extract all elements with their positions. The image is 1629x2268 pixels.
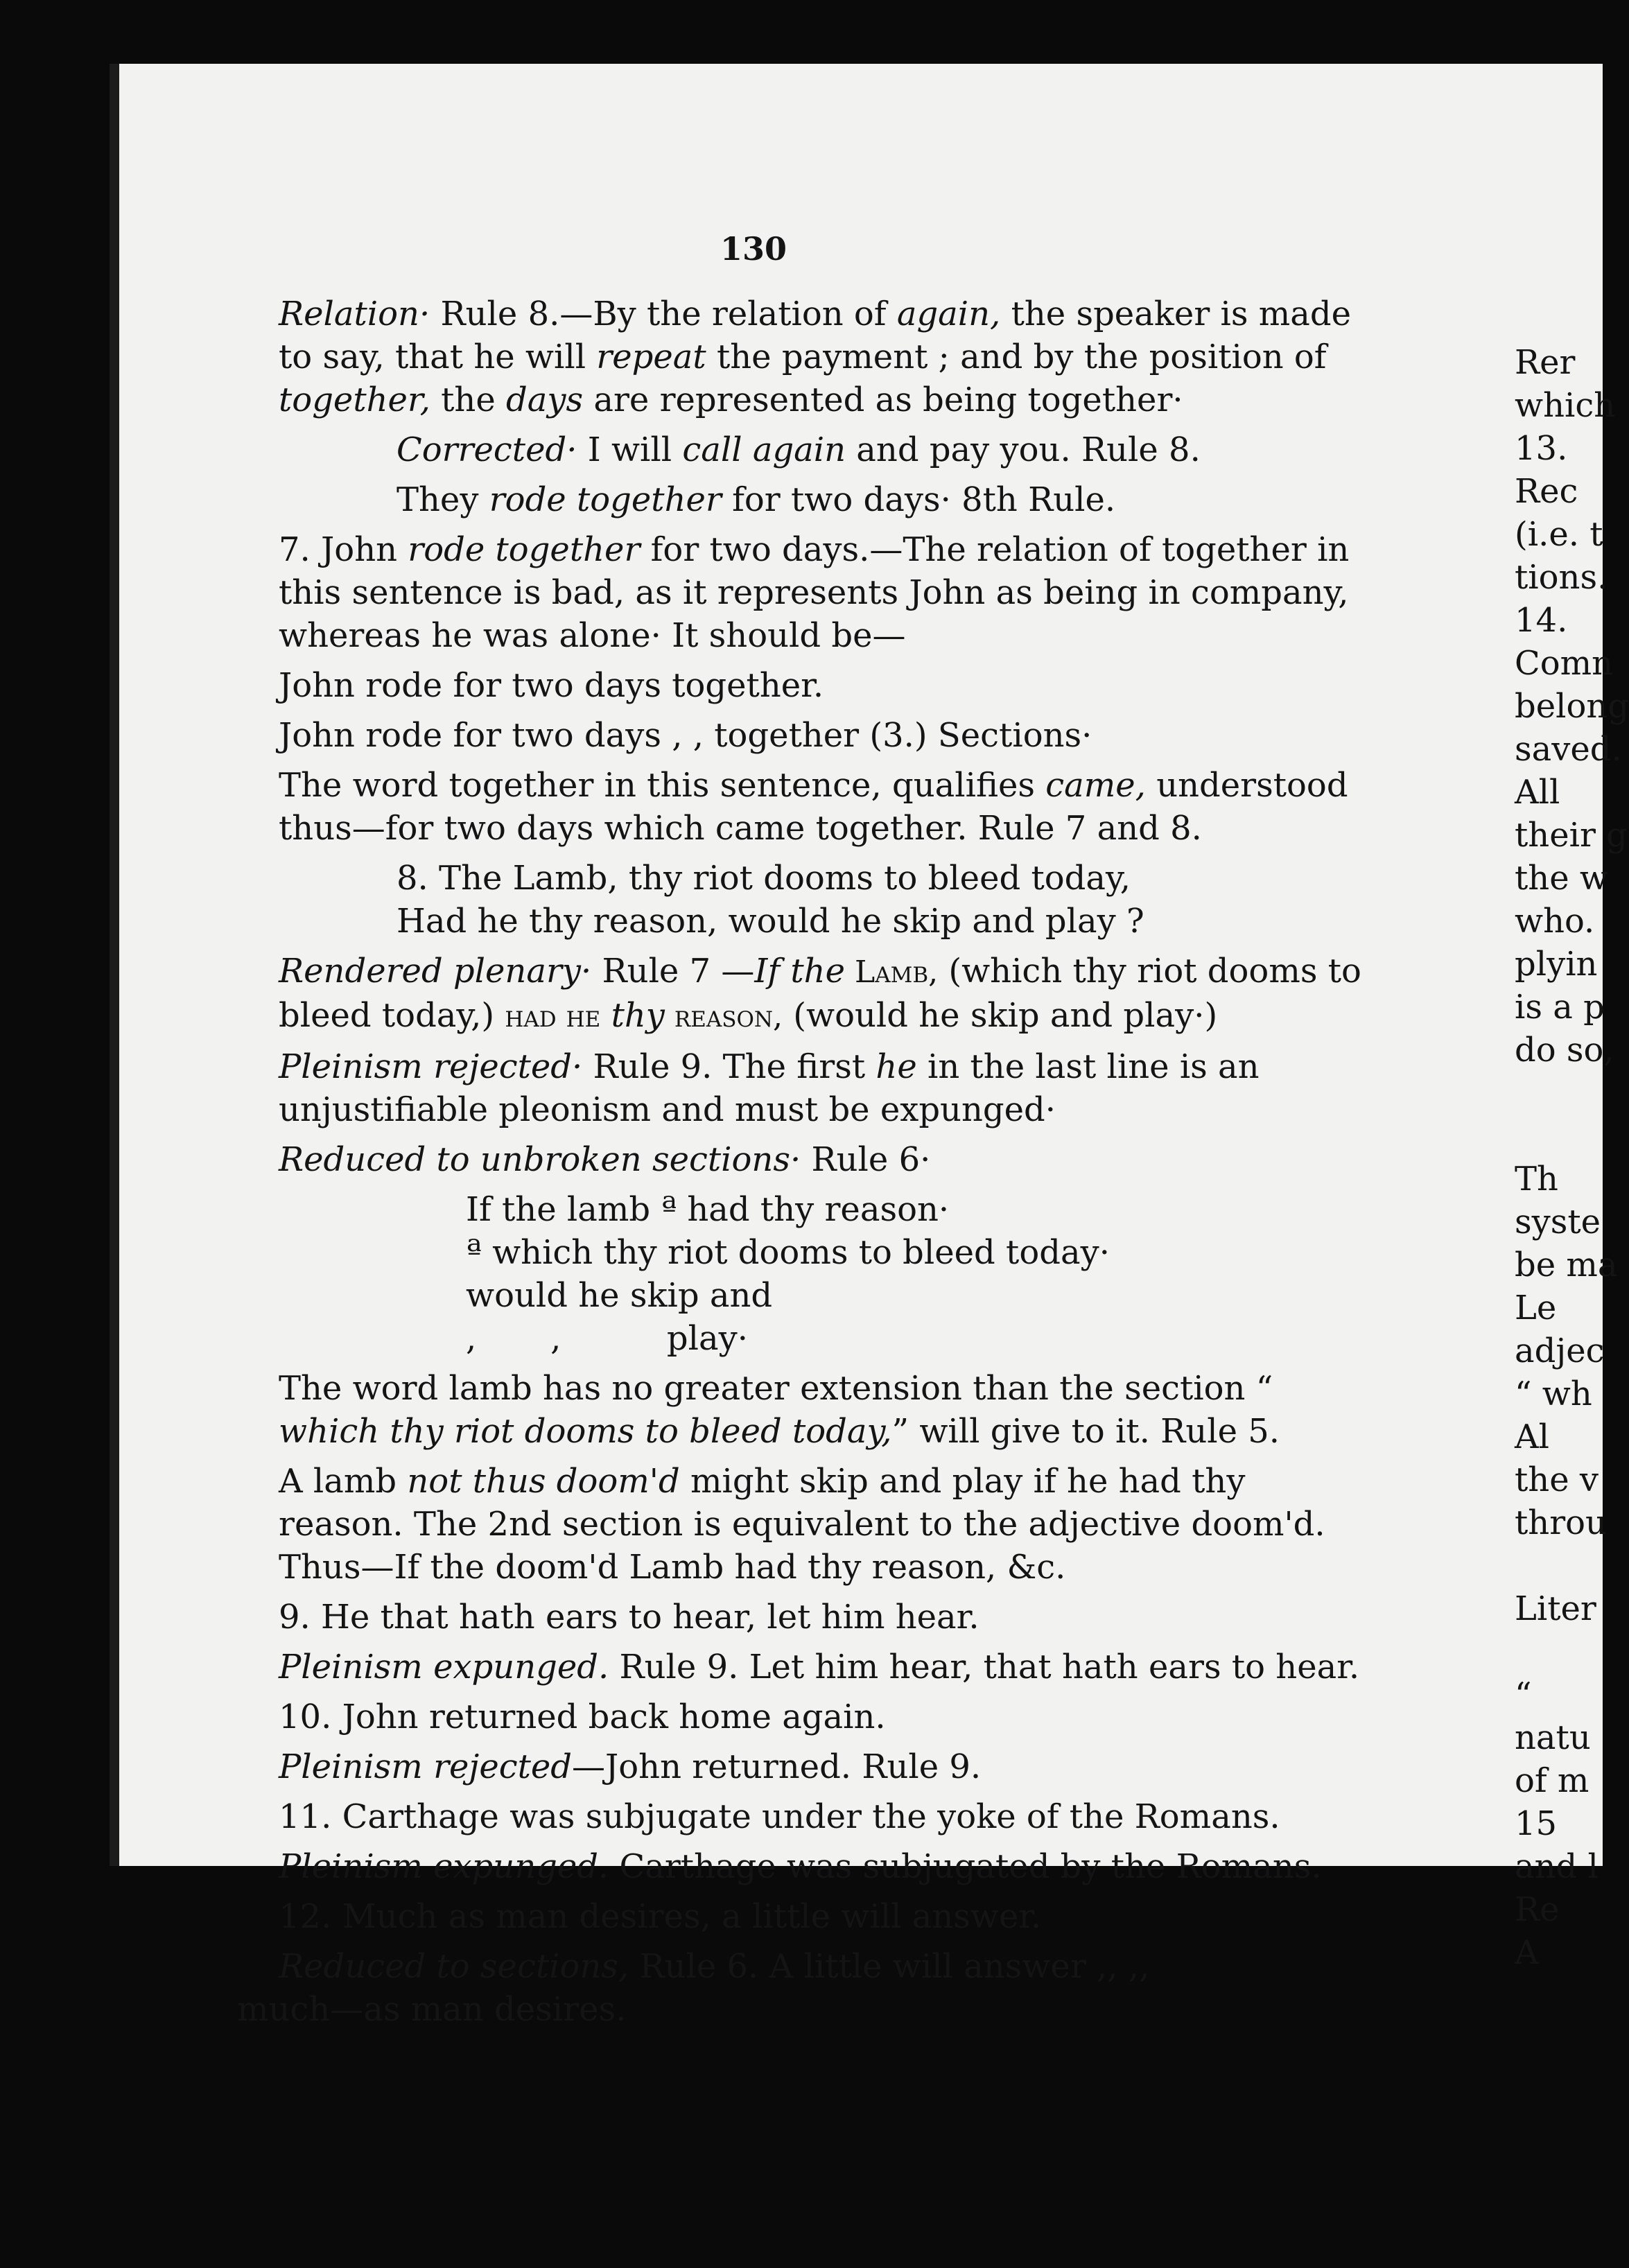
right-line: belong xyxy=(1515,687,1629,726)
john-line-2: John rode for two days , , together (3.) Sections· xyxy=(279,716,1092,755)
reduced-unbroken xyxy=(237,1138,1374,1181)
text-italic: rode together xyxy=(489,480,722,519)
right-page-text xyxy=(1515,341,1629,1974)
reduced-label: Reduced to unbroken sections· xyxy=(279,1140,801,1179)
text: the payment ; and by the position xyxy=(706,338,1284,376)
right-line: 14. xyxy=(1515,601,1568,640)
text: of xyxy=(1293,338,1327,376)
right-line: of m xyxy=(1515,1761,1589,1800)
example-12: 12. Much as man desires, a little will answer. xyxy=(279,1897,1042,1936)
relation-label: Relation· xyxy=(279,295,430,333)
corrected-line xyxy=(237,428,1374,471)
right-line: (i.e. t xyxy=(1515,515,1603,554)
john-line-1: John rode for two days together. xyxy=(279,666,824,705)
section-line-2: ª which thy riot dooms to bleed today· xyxy=(466,1233,1110,1272)
right-line: A xyxy=(1515,1933,1539,1972)
right-line xyxy=(1515,1544,1629,1587)
text: (would he skip and play·) xyxy=(783,996,1218,1035)
text: for two days· 8th Rule. xyxy=(721,480,1116,519)
right-line: adjec xyxy=(1515,1332,1605,1370)
pleinism-expunged-9 xyxy=(237,1646,1374,1689)
right-line: is a p xyxy=(1515,988,1605,1027)
text: the xyxy=(430,381,506,419)
right-line: “ xyxy=(1515,1675,1532,1714)
example-10: 10. John returned back home again. xyxy=(279,1698,886,1736)
text-italic: came, xyxy=(1045,766,1146,805)
text: for two days.—The relation of together in this sentence is bad, as it represents John as being in company, whereas he was alone· It should be— xyxy=(279,530,1350,655)
right-line: Rer xyxy=(1515,343,1576,382)
pleinism-rejected-10 xyxy=(237,1745,1374,1788)
section-line-3: would he skip and xyxy=(466,1276,773,1315)
word-lamb-paragraph xyxy=(237,1367,1374,1453)
page-body xyxy=(237,293,1374,2038)
text: in the last line is an unjustifiable pleonism and must be expunged· xyxy=(279,1047,1260,1129)
text: made to say, that he will xyxy=(279,295,1352,376)
pleinism-rejected xyxy=(237,1045,1374,1131)
right-line: 15 xyxy=(1515,1804,1558,1843)
reduced-label: Reduced to sections, xyxy=(279,1947,629,1986)
lamb-paragraph xyxy=(237,1460,1374,1589)
right-line: their g xyxy=(1515,816,1628,855)
verse-line-1: 8. The Lamb, thy riot dooms to bleed today, xyxy=(397,859,1131,898)
right-line: tions. xyxy=(1515,558,1608,597)
text: I will xyxy=(577,430,683,469)
reduced-sections-cont: much—as man desires. xyxy=(237,1990,627,2029)
right-line xyxy=(1515,1072,1629,1115)
text: might skip and play if he had thy reason. The 2nd section is equivalent to the adjective doom'd. Thus—If the doom'd Lamb had thy reason, &c. xyxy=(279,1462,1325,1587)
right-line: throu xyxy=(1515,1503,1607,1542)
text-italic: call again xyxy=(682,430,846,469)
text-italic: rode together xyxy=(408,530,641,569)
pleinism-label: Pleinism expunged. xyxy=(279,1648,609,1686)
right-line: All xyxy=(1515,773,1560,812)
right-line: be ma xyxy=(1515,1246,1618,1284)
right-line: and l xyxy=(1515,1847,1598,1886)
text: A lamb xyxy=(279,1462,408,1501)
example-9: 9. He that hath ears to hear, let him hear. xyxy=(279,1598,979,1637)
text: (which thy riot dooms to bleed today,) xyxy=(279,952,1361,1035)
text-italic: which thy riot dooms to bleed today, xyxy=(279,1412,892,1451)
text: The word lamb has no greater extension than the section “ xyxy=(279,1369,1273,1408)
text: The word together in this sentence, qualifies xyxy=(279,766,1046,805)
text: Rule 6. A little will answer ,, ,, xyxy=(629,1947,1150,1986)
text-smallcaps: Lamb, xyxy=(844,954,939,990)
section-line-4: , , play· xyxy=(466,1319,748,1358)
text-italic: he xyxy=(876,1047,917,1086)
pleinism-label: Pleinism expunged. xyxy=(279,1847,609,1886)
right-line: Comn xyxy=(1515,644,1614,683)
text-italic: days xyxy=(505,381,584,419)
section-line-1: If the lamb ª had thy reason· xyxy=(466,1190,950,1229)
right-line: Le xyxy=(1515,1289,1557,1327)
text: Rule 8.—By the relation of xyxy=(430,295,897,333)
corrected-line-2 xyxy=(237,478,1374,521)
text-smallcaps: had he xyxy=(505,999,601,1034)
text: 7. John xyxy=(279,530,408,569)
example-7 xyxy=(237,528,1374,657)
right-line: natu xyxy=(1515,1718,1591,1757)
text-smallcaps: reason, xyxy=(664,999,783,1034)
text-italic: not thus doom'd xyxy=(407,1462,680,1501)
text-italic: together, xyxy=(279,381,430,419)
text: Carthage was subjugated by the Romans. xyxy=(609,1847,1322,1886)
right-line: the v xyxy=(1515,1460,1598,1499)
text: Rule 9. The first xyxy=(582,1047,876,1086)
text: the speaker is xyxy=(1000,295,1248,333)
pleinism-label: Pleinism rejected· xyxy=(279,1047,583,1086)
right-line: who. xyxy=(1515,902,1595,941)
text: understood thus—for two days which came together. Rule 7 and 8. xyxy=(279,766,1348,848)
right-line: 13. xyxy=(1515,429,1568,468)
right-line: the w xyxy=(1515,859,1608,898)
together-paragraph xyxy=(237,764,1374,850)
right-line: Al xyxy=(1515,1418,1550,1456)
text-italic: again, xyxy=(896,295,1001,333)
corrected-label: Corrected· xyxy=(397,430,577,469)
text-italic: thy xyxy=(600,996,665,1035)
text: are represented as being together· xyxy=(583,381,1183,419)
right-line: Th xyxy=(1515,1160,1558,1198)
right-line: Liter xyxy=(1515,1589,1596,1628)
text: Rule 9. Let him hear, that hath ears to hear. xyxy=(609,1648,1360,1686)
example-11: 11. Carthage was subjugate under the yoke of the Romans. xyxy=(279,1797,1280,1836)
right-line: which xyxy=(1515,386,1616,425)
pleinism-label: Pleinism rejected xyxy=(279,1747,573,1786)
rendered-plenary xyxy=(237,950,1374,1038)
right-line xyxy=(1515,1115,1629,1158)
right-line: Re xyxy=(1515,1890,1560,1929)
text-italic: If the xyxy=(754,952,845,991)
text: Rule 6· xyxy=(801,1140,931,1179)
verse-line-2: Had he thy reason, would he skip and play ? xyxy=(397,902,1144,941)
text-italic: repeat xyxy=(596,338,706,376)
text: ” will give to it. Rule 5. xyxy=(891,1412,1280,1451)
text: Rule 7 — xyxy=(591,952,755,991)
relation-paragraph xyxy=(237,293,1374,421)
right-line: Rec xyxy=(1515,472,1578,511)
right-line: “ wh xyxy=(1515,1375,1592,1413)
reduced-sections xyxy=(237,1945,1374,1988)
right-line: saved. xyxy=(1515,730,1622,769)
rendered-label: Rendered plenary· xyxy=(279,952,592,991)
right-page-fragment xyxy=(1386,64,1629,1972)
right-line xyxy=(1515,1630,1629,1673)
right-line: syste xyxy=(1515,1203,1601,1241)
page-number: 130 xyxy=(720,230,787,268)
text: They xyxy=(397,480,489,519)
text: —John returned. Rule 9. xyxy=(572,1747,982,1786)
pleinism-expunged-11 xyxy=(237,1845,1374,1888)
right-line: do so, xyxy=(1515,1031,1614,1070)
right-line: plyin xyxy=(1515,945,1598,984)
text: and pay you. Rule 8. xyxy=(846,430,1201,469)
left-page xyxy=(110,64,1388,2029)
